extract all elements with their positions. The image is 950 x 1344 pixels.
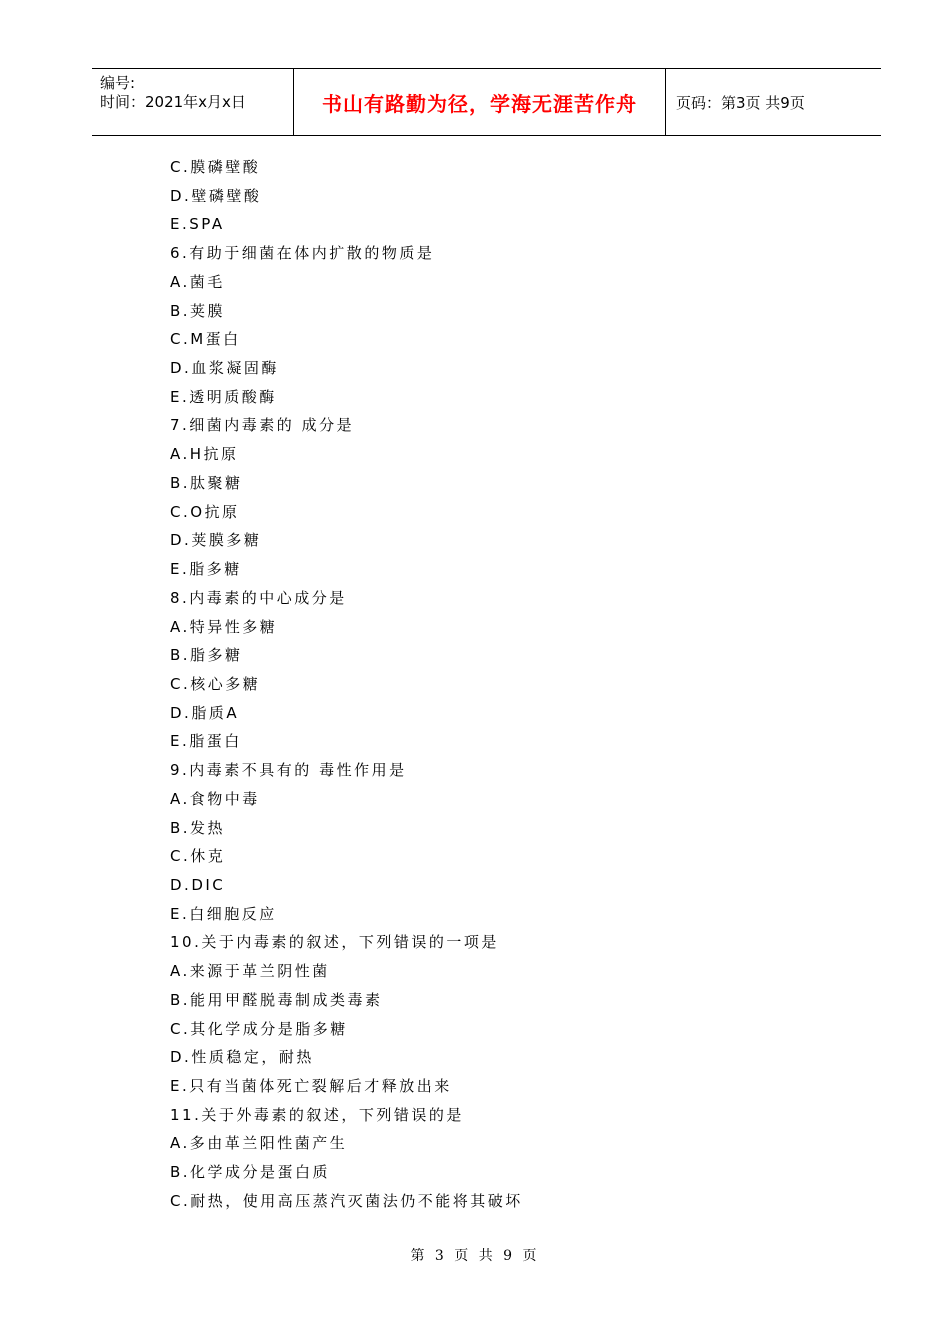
- document-number-label: 编号:: [100, 74, 136, 92]
- answer-option: C.核心多糖: [170, 674, 261, 693]
- answer-option: E.透明质酸酶: [170, 387, 277, 406]
- answer-option: B.发热: [170, 818, 226, 837]
- answer-option: D.血浆凝固酶: [170, 359, 279, 378]
- question-stem: 10.关于内毒素的叙述，下列错误的一项是: [170, 933, 499, 952]
- question-list: [170, 153, 870, 1216]
- answer-option: A.食物中毒: [170, 789, 260, 808]
- header-motto-cell: [293, 69, 666, 135]
- question-stem: 8.内毒素的中心成分是: [170, 588, 347, 607]
- answer-option: D.性质稳定，耐热: [170, 1048, 314, 1067]
- document-date: 时间：2021年x月x日: [100, 93, 246, 111]
- answer-option: A.来源于革兰阴性菌: [170, 962, 330, 981]
- answer-option: B.脂多糖: [170, 646, 243, 665]
- answer-option: E.SPA: [170, 215, 225, 234]
- answer-option: C.休克: [170, 847, 226, 866]
- question-stem: 11.关于外毒素的叙述，下列错误的是: [170, 1105, 464, 1124]
- answer-option: E.脂蛋白: [170, 732, 242, 751]
- answer-option: A.特异性多糖: [170, 617, 278, 636]
- answer-option: D.荚膜多糖: [170, 531, 262, 550]
- answer-option: A.多由革兰阳性菌产生: [170, 1134, 348, 1153]
- answer-option: C.膜磷壁酸: [170, 158, 261, 176]
- answer-option: C.M蛋白: [170, 330, 241, 349]
- header-meta: [92, 69, 293, 135]
- answer-option: E.只有当菌体死亡裂解后才释放出来: [170, 1077, 452, 1095]
- answer-option: B.荚膜: [170, 301, 226, 320]
- answer-option: D.DIC: [170, 875, 226, 894]
- answer-option: B.化学成分是蛋白质: [170, 1163, 331, 1182]
- header-page-cell: [666, 69, 881, 135]
- question-stem: 7.细菌内毒素的 成分是: [170, 416, 355, 435]
- answer-option: A.菌毛: [170, 272, 225, 291]
- answer-option: E.脂多糖: [170, 560, 242, 579]
- answer-option: C.其化学成分是脂多糖: [170, 1019, 348, 1038]
- page-header: [92, 68, 881, 136]
- answer-option: C.耐热，使用高压蒸汽灭菌法仍不能将其破坏: [170, 1191, 523, 1210]
- question-stem: 6.有助于细菌在体内扩散的物质是: [170, 244, 435, 263]
- answer-option: B.能用甲醛脱毒制成类毒素: [170, 990, 383, 1009]
- header-page-info: 页码：第3页 共9页: [676, 93, 805, 112]
- page-footer: 第 3 页 共 9 页: [410, 1248, 540, 1264]
- answer-option: A.H抗原: [170, 445, 239, 464]
- answer-option: B.肽聚糖: [170, 473, 243, 492]
- answer-option: E.白细胞反应: [170, 904, 277, 923]
- header-motto: 书山有路勤为径，学海无涯苦作舟: [322, 91, 637, 116]
- answer-option: D.壁磷壁酸: [170, 186, 262, 205]
- answer-option: D.脂质A: [170, 703, 240, 722]
- question-stem: 9.内毒素不具有的 毒性作用是: [170, 761, 407, 780]
- answer-option: C.O抗原: [170, 502, 240, 521]
